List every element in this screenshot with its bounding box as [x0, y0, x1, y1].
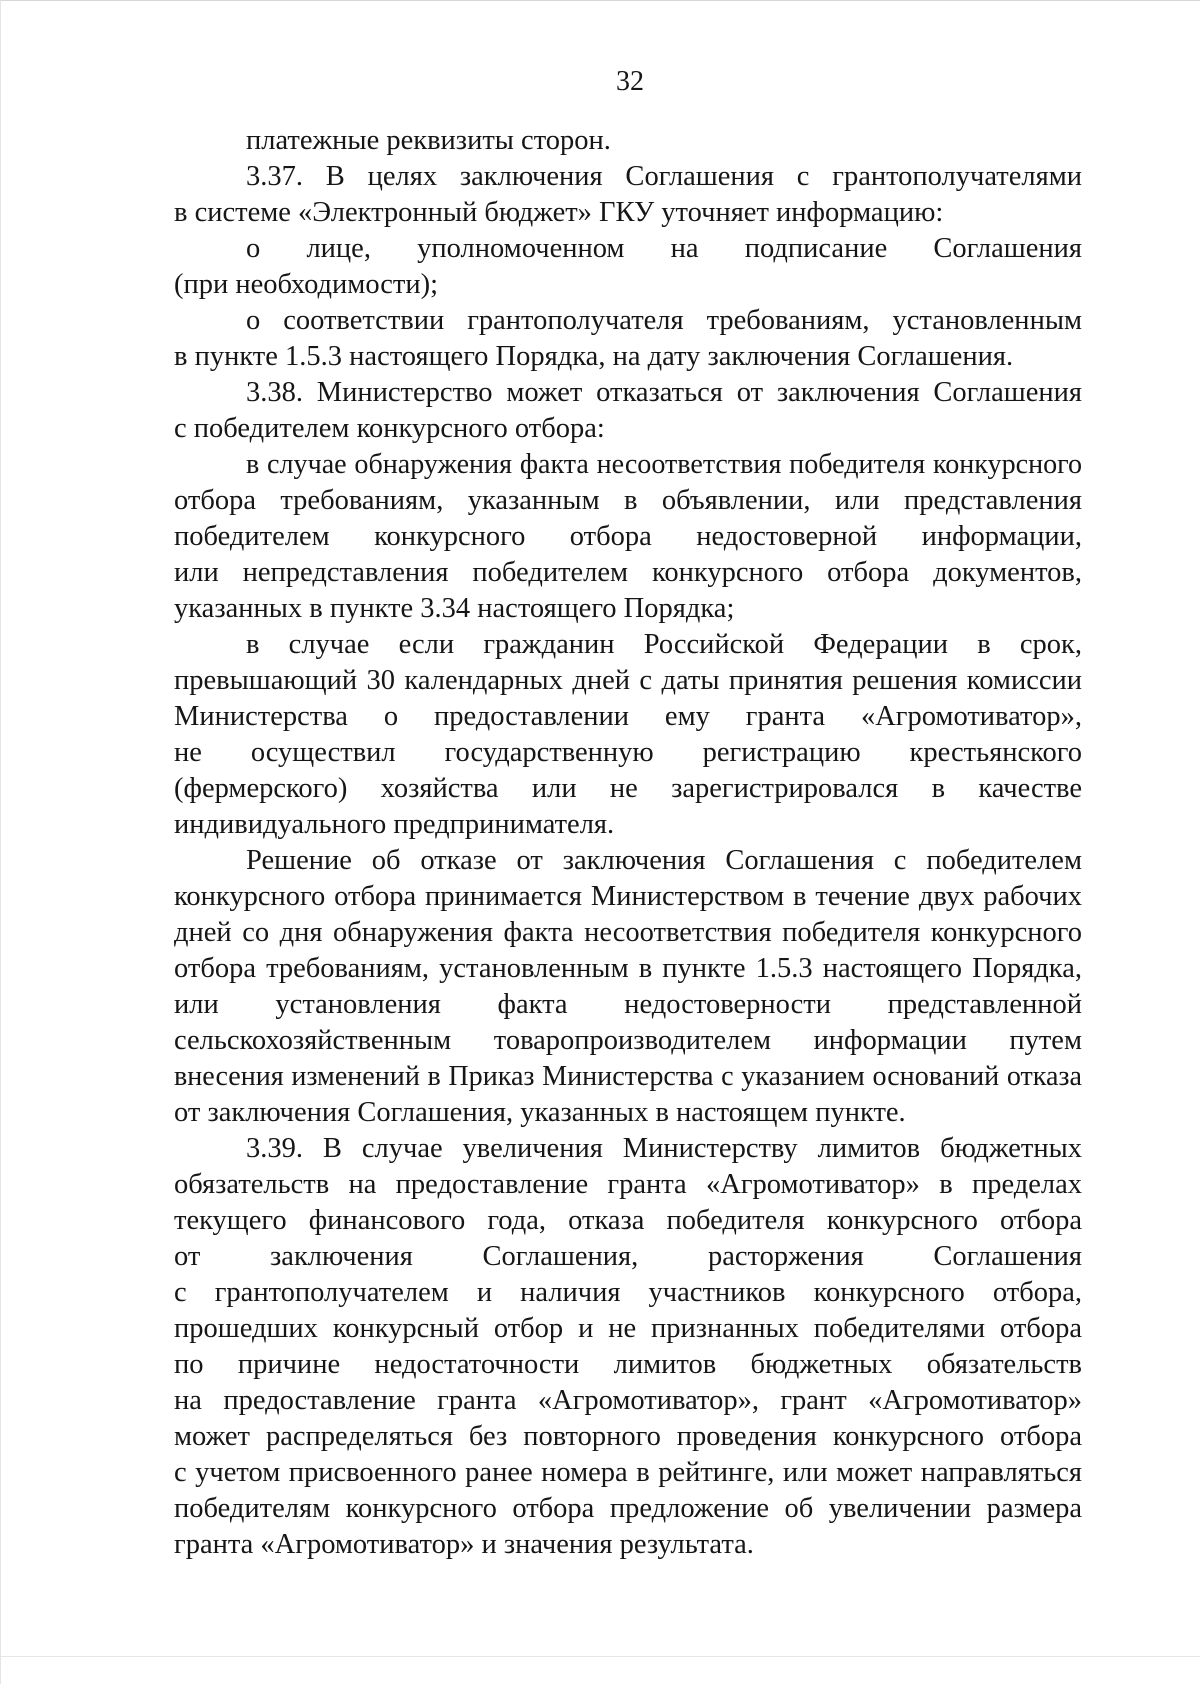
text-line: или непредставления победителем конкурсного отбора документов, — [174, 557, 1082, 588]
text-line: гранта «Агромотиватор» и значения результата. — [174, 1529, 754, 1560]
text-line: может распределяться без повторного проведения конкурсного отбора — [174, 1421, 1082, 1452]
scan-edge-line — [1, 1656, 1200, 1657]
document-body — [174, 123, 1082, 1563]
text-line: сельскохозяйственным товаропроизводителем информации путем — [174, 1025, 1082, 1056]
text-line: 3.39. В случае увеличения Министерству лимитов бюджетных — [246, 1133, 1082, 1164]
text-line: дней со дня обнаружения факта несоответствия победителя конкурсного — [174, 917, 1082, 948]
text-line: прошедших конкурсный отбор и не признанных победителями отбора — [174, 1313, 1082, 1344]
text-line: индивидуального предпринимателя. — [174, 809, 615, 840]
text-line: в системе «Электронный бюджет» ГКУ уточняет информацию: — [174, 197, 944, 228]
text-line: превышающий 30 календарных дней с даты принятия решения комиссии — [174, 665, 1082, 696]
text-line: платежные реквизиты сторон. — [246, 125, 611, 156]
text-line: о соответствии грантополучателя требованиям, установленным — [246, 305, 1082, 336]
text-line: от заключения Соглашения, указанных в настоящем пункте. — [174, 1097, 906, 1128]
text-line: в пункте 1.5.3 настоящего Порядка, на дату заключения Соглашения. — [174, 341, 1014, 372]
text-line: победителем конкурсного отбора недостоверной информации, — [174, 521, 1082, 552]
text-line: по причине недостаточности лимитов бюджетных обязательств — [174, 1349, 1082, 1380]
text-line: с победителем конкурсного отбора: — [174, 413, 605, 444]
text-line: о лице, уполномоченном на подписание Соглашения — [246, 233, 1082, 264]
text-line: конкурсного отбора принимается Министерством в течение двух рабочих — [174, 881, 1082, 912]
text-line: не осуществил государственную регистрацию крестьянского — [174, 737, 1082, 768]
text-line: с учетом присвоенного ранее номера в рейтинге, или может направляться — [174, 1457, 1082, 1488]
text-line: (при необходимости); — [174, 269, 439, 300]
text-line: отбора требованиям, указанным в объявлении, или представления — [174, 485, 1082, 516]
text-line: от заключения Соглашения, расторжения Соглашения — [174, 1241, 1082, 1272]
text-line: отбора требованиям, установленным в пункте 1.5.3 настоящего Порядка, — [174, 953, 1082, 984]
text-line: обязательств на предоставление гранта «Агромотиватор» в пределах — [174, 1169, 1082, 1200]
text-line: текущего финансового года, отказа победителя конкурсного отбора — [174, 1205, 1082, 1236]
text-line: 3.37. В целях заключения Соглашения с грантополучателями — [246, 161, 1082, 192]
text-line: победителям конкурсного отбора предложение об увеличении размера — [174, 1493, 1082, 1524]
text-line: внесения изменений в Приказ Министерства с указанием оснований отказа — [174, 1061, 1082, 1092]
text-line: Решение об отказе от заключения Соглашения с победителем — [246, 845, 1082, 876]
text-line: в случае если гражданин Российской Федерации в срок, — [246, 629, 1082, 660]
text-line: 3.38. Министерство может отказаться от заключения Соглашения — [246, 377, 1082, 408]
page-number: 32 — [616, 66, 644, 97]
text-line: указанных в пункте 3.34 настоящего Порядка; — [174, 593, 735, 624]
text-line: с грантополучателем и наличия участников конкурсного отбора, — [174, 1277, 1082, 1308]
text-line: (фермерского) хозяйства или не зарегистрировался в качестве — [174, 773, 1082, 804]
text-line: на предоставление гранта «Агромотиватор», грант «Агромотиватор» — [174, 1385, 1082, 1416]
text-line: или установления факта недостоверности представленной — [174, 989, 1082, 1020]
text-line: в случае обнаружения факта несоответствия победителя конкурсного — [246, 449, 1082, 480]
text-line: Министерства о предоставлении ему гранта «Агромотиватор», — [174, 701, 1082, 732]
